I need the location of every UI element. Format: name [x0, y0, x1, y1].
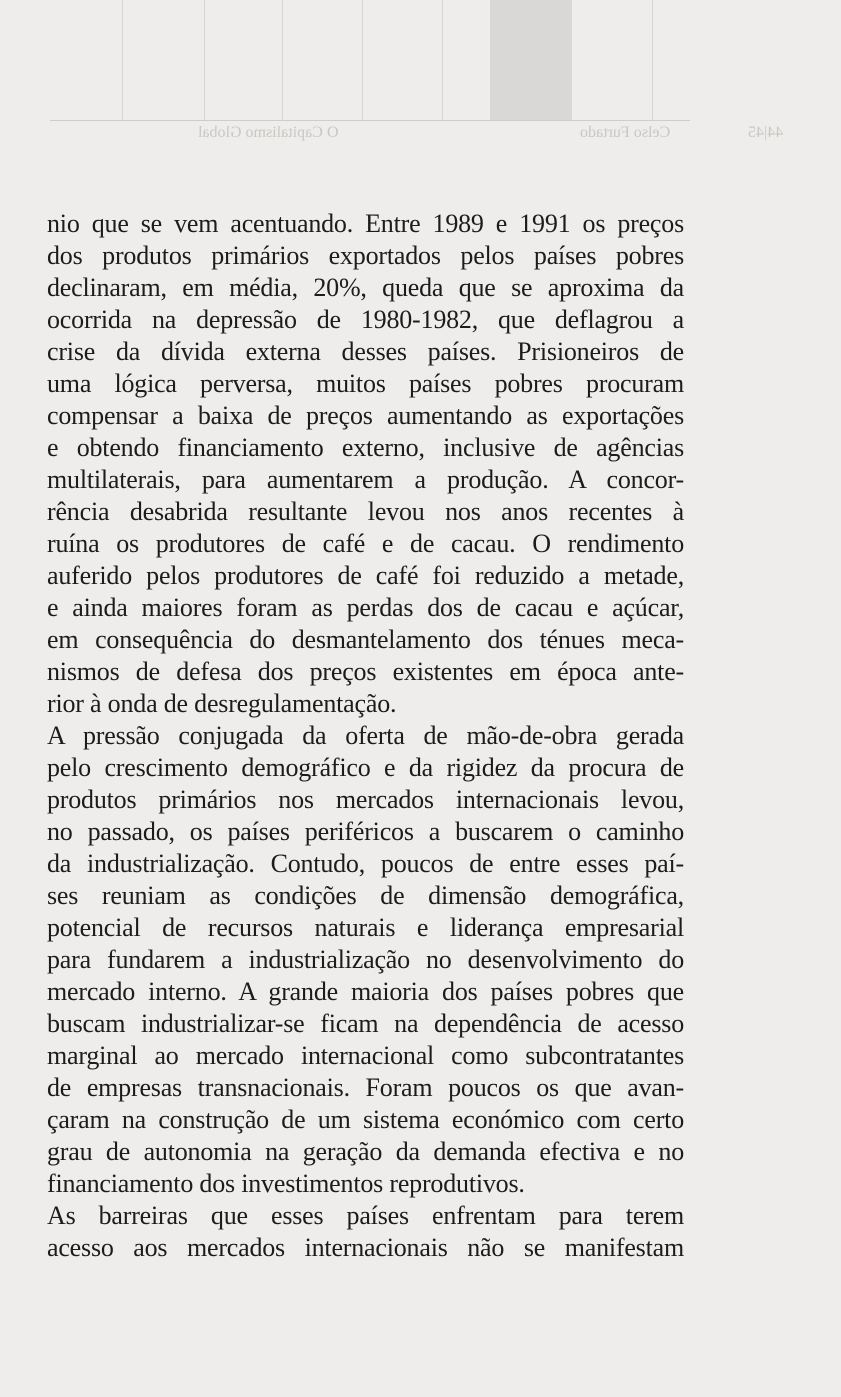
bleed-through-table: [50, 0, 690, 121]
text-line: buscam industrializar-se ficam na dependência de acesso: [47, 1009, 684, 1038]
text-line: mercado interno. A grande maioria dos países pobres que: [47, 977, 684, 1006]
bleed-col: [122, 0, 205, 120]
text-line: auferido pelos produtores de café foi reduzido a metade,: [47, 561, 684, 590]
bleed-col: [50, 0, 123, 120]
text-line: ses reuniam as condições de dimensão demográfica,: [47, 881, 684, 910]
text-line: da industrialização. Contudo, poucos de entre esses paí-: [47, 849, 684, 878]
text-line: ocorrida na depressão de 1980-1982, que deflagrou a: [47, 305, 684, 334]
bleed-page-number: 44|45: [748, 124, 784, 141]
text-line: nio que se vem acentuando. Entre 1989 e 1991 os preços: [47, 209, 684, 238]
text-line: grau de autonomia na geração da demanda efectiva e no: [47, 1137, 684, 1166]
text-line: potencial de recursos naturais e liderança empresarial: [47, 913, 684, 942]
text-line: A pressão conjugada da oferta de mão-de-obra gerada: [47, 721, 684, 750]
text-line: pelo crescimento demográfico e da rigidez da procura de: [47, 753, 684, 782]
text-line: acesso aos mercados internacionais não se manifestam: [47, 1233, 684, 1262]
text-line: financiamento dos investimentos reprodutivos.: [47, 1169, 525, 1198]
text-line: no passado, os países periféricos a buscarem o caminho: [47, 817, 684, 846]
text-line: produtos primários nos mercados internacionais levou,: [47, 785, 684, 814]
text-line: çaram na construção de um sistema económico com certo: [47, 1105, 684, 1134]
text-line: em consequência do desmantelamento dos ténues meca-: [47, 625, 684, 654]
bleed-header-left: O Capitalismo Global: [198, 124, 339, 141]
text-line: uma lógica perversa, muitos países pobres procuram: [47, 369, 684, 398]
text-line: rior à onda de desregulamentação.: [47, 689, 397, 718]
text-line: rência desabrida resultante levou nos anos recentes à: [47, 497, 684, 526]
text-line: ruína os produtores de café e de cacau. O rendimento: [47, 529, 684, 558]
bleed-shaded-col: [490, 0, 572, 120]
text-line: marginal ao mercado internacional como subcontratantes: [47, 1041, 684, 1070]
text-line: e ainda maiores foram as perdas dos de cacau e açúcar,: [47, 593, 684, 622]
text-line: declinaram, em média, 20%, queda que se aproxima da: [47, 273, 684, 302]
text-line: crise da dívida externa desses países. Prisioneiros de: [47, 337, 684, 366]
text-line: compensar a baixa de preços aumentando as exportações: [47, 401, 684, 430]
bleed-col: [204, 0, 283, 120]
text-line: As barreiras que esses países enfrentam para terem: [47, 1201, 684, 1230]
text-line: dos produtos primários exportados pelos países pobres: [47, 241, 684, 270]
text-line: nismos de defesa dos preços existentes em época ante-: [47, 657, 684, 686]
text-line: de empresas transnacionais. Foram poucos os que avan-: [47, 1073, 684, 1102]
bleed-through-area: [0, 0, 841, 175]
text-line: para fundarem a industrialização no desenvolvimento do: [47, 945, 684, 974]
bleed-col: [572, 0, 653, 120]
bleed-col: [362, 0, 443, 120]
bleed-header-right: Celso Furtado: [580, 124, 671, 141]
bleed-col: [282, 0, 363, 120]
text-line: e obtendo financiamento externo, inclusive de agências: [47, 433, 684, 462]
text-line: multilaterais, para aumentarem a produção. A concor-: [47, 465, 684, 494]
body-text: [47, 208, 684, 1264]
